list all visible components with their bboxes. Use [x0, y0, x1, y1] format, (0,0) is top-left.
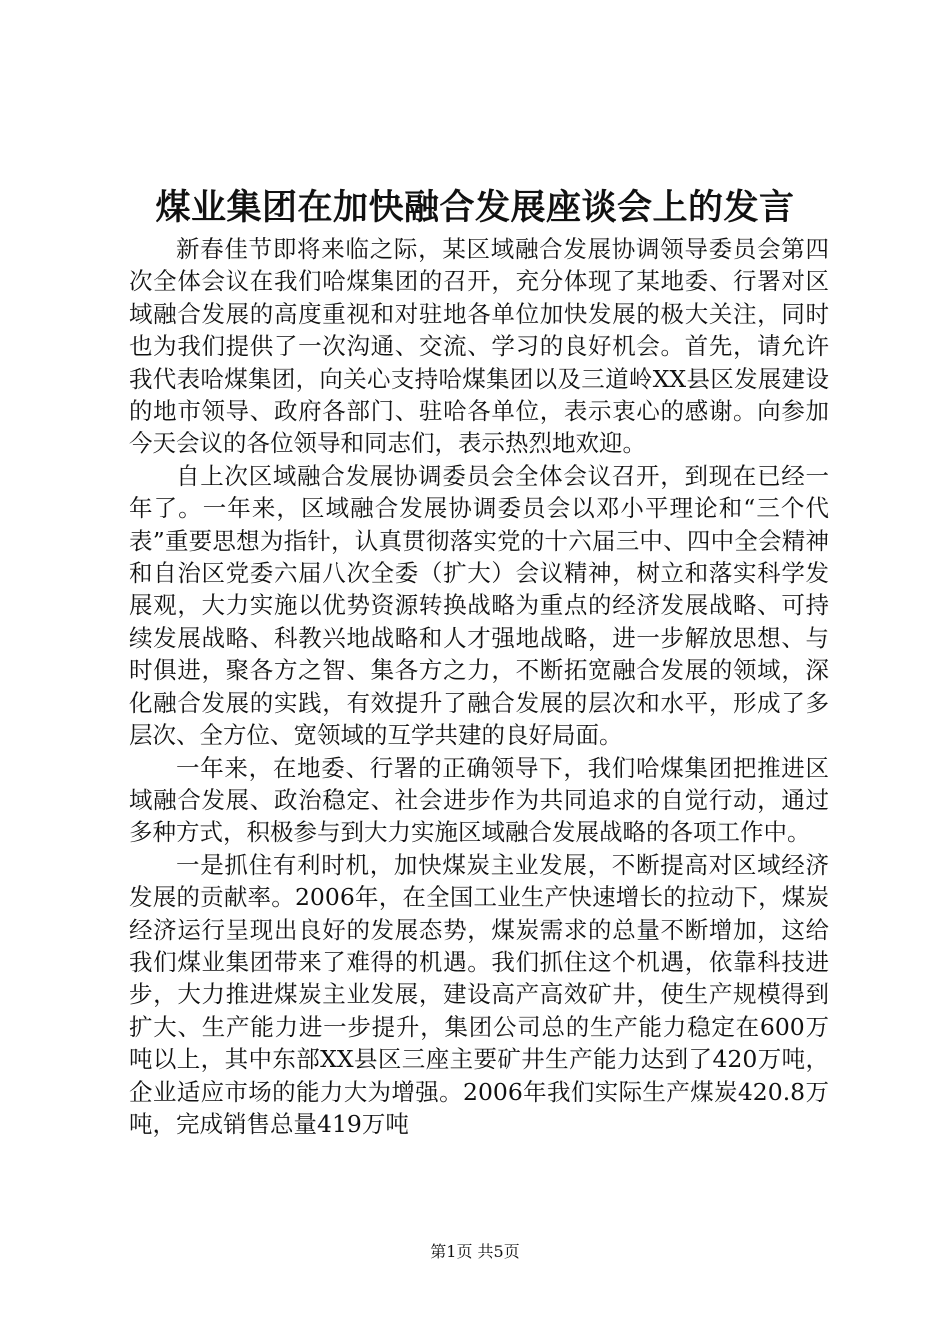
document-title: 煤业集团在加快融合发展座谈会上的发言 [155, 187, 795, 228]
paragraph-2: 自上次区域融合发展协调委员会全体会议召开，到现在已经一年了。一年来，区域融合发展协调委员会以邓小平理论和“三个代表”重要思想为指针，认真贯彻落实党的十六届三中、四中全会精神和自治区党委六届八次全委（扩大）会议精神，树立和落实科学发展观，大力实施以优势资源转换战略为重点的经济发展战略、可持续发展战略、科教兴地战略和人才强地战略，进一步解放思想、与时俱进，聚各方之智、集各方之力，不断拓宽融合发展的领域，深化融合发展的实践，有效提升了融合发展的层次和水平，形成了多层次、全方位、宽领域的互学共建的良好局面。 [129, 461, 829, 750]
paragraph-1: 新春佳节即将来临之际，某区域融合发展协调领导委员会第四次全体会议在我们哈煤集团的召开，充分体现了某地委、行署对区域融合发展的高度重视和对驻地各单位加快发展的极大关注，同时也为我们提供了一次沟通、交流、学习的良好机会。首先，请允许我代表哈煤集团，向关心支持哈煤集团以及三道岭XX县区发展建设的地市领导、政府各部门、驻哈各单位，表示衷心的感谢。向参加今天会议的各位领导和同志们，表示热烈地欢迎。 [129, 235, 829, 458]
page-number-footer: 第1页 共5页 [430, 1242, 520, 1261]
document-body [129, 233, 829, 1140]
paragraph-3: 一年来，在地委、行署的正确领导下，我们哈煤集团把推进区域融合发展、政治稳定、社会进步作为共同追求的自觉行动，通过多种方式，积极参与到大力实施区域融合发展战略的各项工作中。 [129, 753, 829, 847]
paragraph-4: 一是抓住有利时机，加快煤炭主业发展，不断提高对区域经济发展的贡献率。2006年，在全国工业生产快速增长的拉动下，煤炭经济运行呈现出良好的发展态势，煤炭需求的总量不断增加，这给我们煤业集团带来了难得的机遇。我们抓住这个机遇，依靠科技进步，大力推进煤炭主业发展，建设高产高效矿井，使生产规模得到扩大、生产能力进一步提升，集团公司总的生产能力稳定在600万吨以上，其中东部XX县区三座主要矿井生产能力达到了420万吨，企业适应市场的能力大为增强。2006年我们实际生产煤炭420.8万吨，完成销售总量419万吨 [129, 850, 829, 1138]
